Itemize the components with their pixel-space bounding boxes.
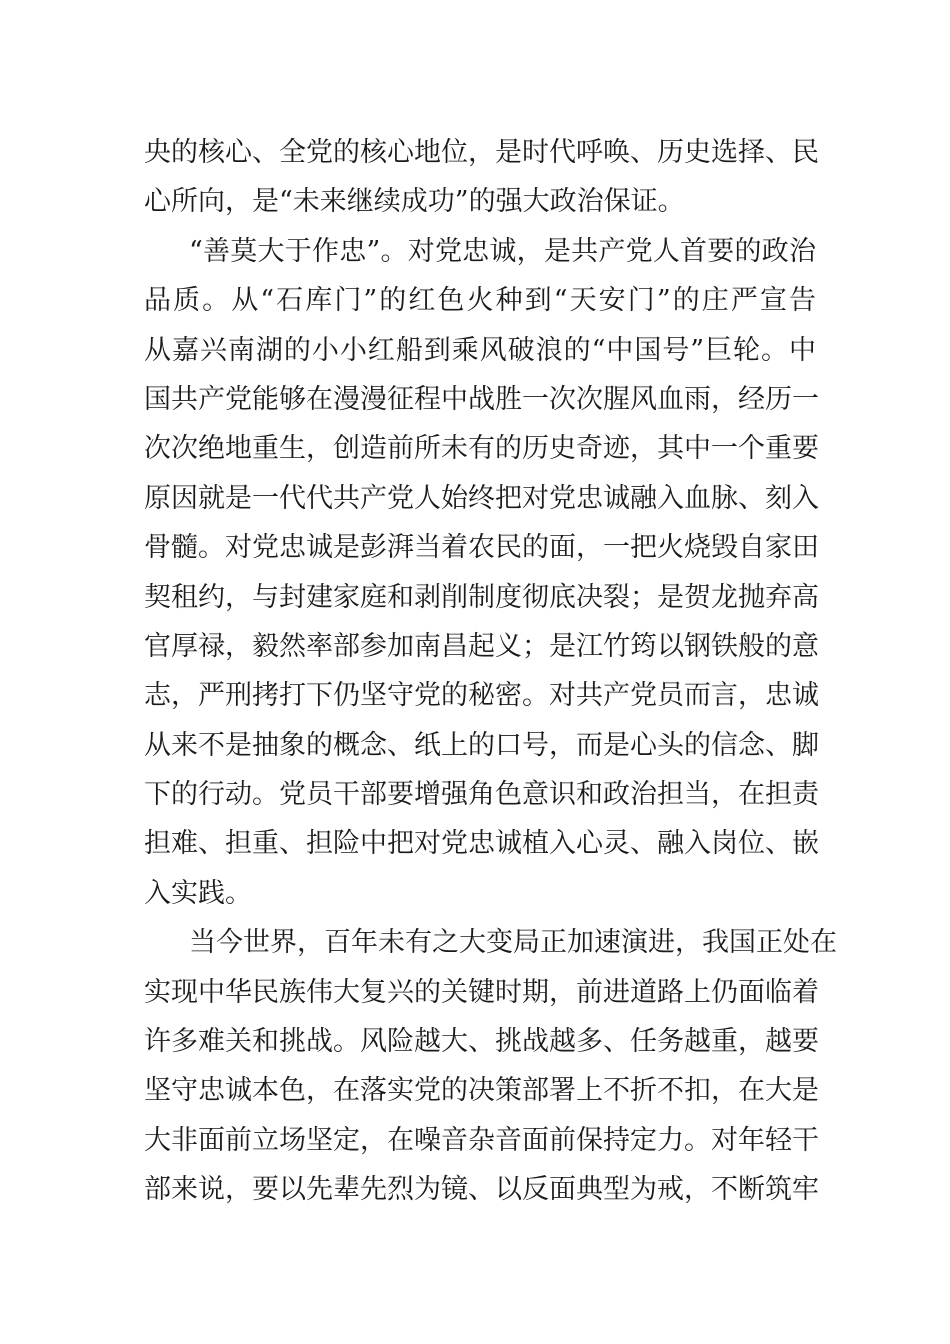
text-line: 志，严刑拷打下仍坚守党的秘密。对共产党员而言，忠诚 [144, 680, 819, 712]
text-line: 从来不是抽象的概念、纸上的口号，而是心头的信念、脚 [144, 729, 819, 761]
text-line: 从嘉兴南湖的小小红船到乘风破浪的“中国号”巨轮。中 [144, 334, 816, 366]
text-line: 品质。从“石库门”的红色火种到“天安门”的庄严宣告 [144, 285, 816, 317]
text-line: 许多难关和挑战。风险越大、挑战越多、任务越重，越要 [144, 1026, 819, 1058]
text-line: 当今世界，百年未有之大变局正加速演进，我国正处在 [189, 927, 837, 959]
text-line: 骨髓。对党忠诚是彭湃当着农民的面，一把火烧毁自家田 [144, 532, 819, 564]
text-line: 下的行动。党员干部要增强角色意识和政治担当，在担责 [144, 779, 819, 811]
text-line: 实现中华民族伟大复兴的关键时期，前进道路上仍面临着 [144, 976, 819, 1008]
document-body [144, 128, 837, 1215]
text-line: 部来说，要以先辈先烈为镜、以反面典型为戒，不断筑牢 [144, 1174, 819, 1206]
text-line: 国共产党能够在漫漫征程中战胜一次次腥风血雨，经历一 [144, 383, 819, 415]
text-line: “善莫大于作忠”。对党忠诚，是共产党人首要的政治 [189, 235, 816, 267]
text-line: 央的核心、全党的核心地位，是时代呼唤、历史选择、民 [144, 137, 819, 168]
text-line: 原因就是一代代共产党人始终把对党忠诚融入血脉、刻入 [144, 482, 819, 514]
text-line: 次次绝地重生，创造前所未有的历史奇迹，其中一个重要 [144, 433, 819, 465]
text-line: 担难、担重、担险中把对党忠诚植入心灵、融入岗位、嵌 [144, 828, 819, 860]
text-line: 坚守忠诚本色，在落实党的决策部署上不折不扣，在大是 [144, 1075, 819, 1107]
text-line: 入实践。 [144, 877, 252, 909]
text-line: 大非面前立场坚定，在噪音杂音面前保持定力。对年轻干 [144, 1124, 819, 1156]
text-line: 心所向，是“未来继续成功”的强大政治保证。 [144, 186, 685, 218]
text-line: 契租约，与封建家庭和剥削制度彻底决裂；是贺龙抛弃高 [144, 581, 819, 613]
text-line: 官厚禄，毅然率部参加南昌起义；是江竹筠以钢铁般的意 [144, 630, 819, 662]
